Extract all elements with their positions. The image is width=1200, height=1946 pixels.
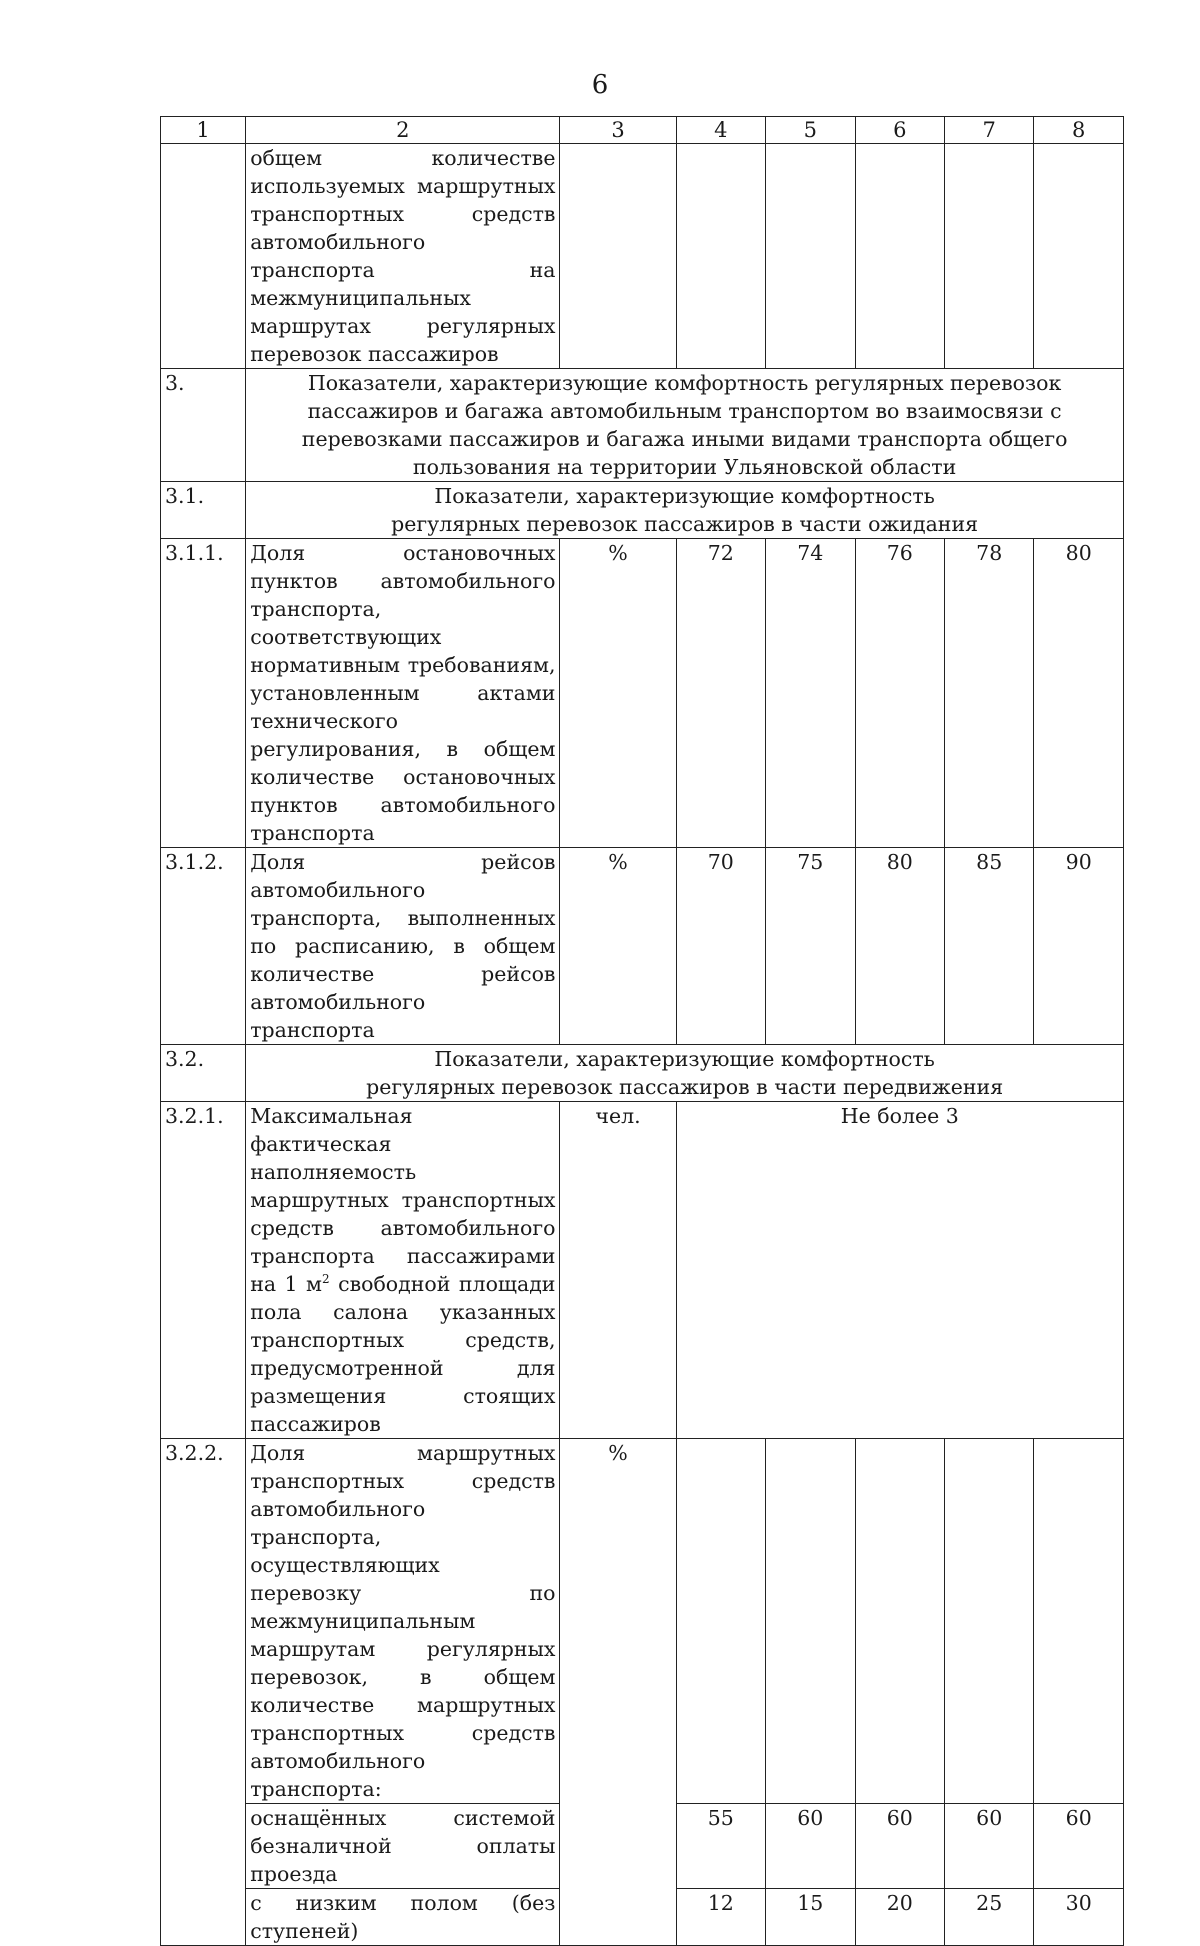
indicator-name-part: Максимальная фактическая наполняемость маршрутных транспортных средств автомобильного транспорта пассажирами на 1 м <box>250 1104 556 1296</box>
column-number-row <box>161 117 1124 144</box>
sub-indicator-name: оснащённых системой безналичной оплаты проезда <box>246 1804 560 1889</box>
value-cell: 85 <box>944 848 1033 1045</box>
value-cell: 60 <box>855 1804 944 1889</box>
row-number: 3.2. <box>161 1045 246 1102</box>
value-cell <box>1034 144 1124 369</box>
indicator-row <box>161 1102 1124 1439</box>
indicator-name: Доля остановочных пунктов автомобильного транспорта, соответствующих нормативным требованиям, установленным актами технического регулирования, в общем количестве остановочных пунктов автомобильного транспорта <box>246 539 560 848</box>
merged-value-cell: Не более 3 <box>676 1102 1123 1439</box>
column-number: 7 <box>944 117 1033 144</box>
value-cell: 60 <box>1034 1804 1124 1889</box>
subsection-title-line: Показатели, характеризующие комфортность <box>434 1047 935 1071</box>
value-cell <box>766 144 855 369</box>
value-cell <box>676 1439 765 1804</box>
subsection-title <box>246 482 1124 539</box>
indicator-name: Доля рейсов автомобильного транспорта, выполненных по расписанию, в общем количестве рейсов автомобильного транспорта <box>246 848 560 1045</box>
value-cell: 30 <box>1034 1889 1124 1946</box>
value-cell: 80 <box>1034 539 1124 848</box>
row-number: 3.1.2. <box>161 848 246 1045</box>
value-cell: 76 <box>855 539 944 848</box>
value-cell: 15 <box>766 1889 855 1946</box>
column-number: 1 <box>161 117 246 144</box>
sub-indicator-name: с низким полом (без ступеней) <box>246 1889 560 1946</box>
indicator-name-part: свободной площади пола салона указанных транспортных средств, предусмотренной для размещения стоящих пассажиров <box>250 1272 556 1436</box>
value-cell <box>944 144 1033 369</box>
value-cell <box>1034 1439 1124 1804</box>
unit-cell: % <box>560 539 676 848</box>
column-number: 2 <box>246 117 560 144</box>
row-number: 3.2.2. <box>161 1439 246 1946</box>
column-number: 5 <box>766 117 855 144</box>
value-cell: 78 <box>944 539 1033 848</box>
row-number: 3.2.1. <box>161 1102 246 1439</box>
indicator-name: Доля маршрутных транспортных средств автомобильного транспорта, осуществляющих перевозку по межмуниципальным маршрутам регулярных перевозок, в общем количестве маршрутных транспортных средств автомобильного транспорта: <box>246 1439 560 1804</box>
subsection-row <box>161 1045 1124 1102</box>
value-cell: 55 <box>676 1804 765 1889</box>
value-cell: 74 <box>766 539 855 848</box>
column-number: 4 <box>676 117 765 144</box>
row-number <box>161 144 246 369</box>
value-cell: 60 <box>944 1804 1033 1889</box>
subsection-title-line: регулярных перевозок пассажиров в части ожидания <box>391 512 979 536</box>
value-cell <box>855 1439 944 1804</box>
value-cell: 60 <box>766 1804 855 1889</box>
subsection-title-line: Показатели, характеризующие комфортность <box>434 484 935 508</box>
indicator-name: общем количестве используемых маршрутных транспортных средств автомобильного транспорта на межмуниципальных маршрутах регулярных перевозок пассажиров <box>246 144 560 369</box>
indicator-row <box>161 539 1124 848</box>
column-number: 3 <box>560 117 676 144</box>
row-number: 3. <box>161 369 246 482</box>
continuation-row <box>161 144 1124 369</box>
value-cell: 90 <box>1034 848 1124 1045</box>
page-number: 6 <box>591 70 609 100</box>
subsection-row <box>161 482 1124 539</box>
value-cell: 80 <box>855 848 944 1045</box>
unit-cell <box>560 144 676 369</box>
row-number: 3.1.1. <box>161 539 246 848</box>
value-cell <box>766 1439 855 1804</box>
unit-cell: % <box>560 1439 676 1946</box>
value-cell: 70 <box>676 848 765 1045</box>
value-cell: 72 <box>676 539 765 848</box>
section-title: Показатели, характеризующие комфортность регулярных перевозок пассажиров и багажа автомобильным транспортом во взаимосвязи с перевозками пассажиров и багажа иными видами транспорта общего пользования на территории Ульяновской области <box>246 369 1124 482</box>
indicators-table <box>160 116 1124 1946</box>
column-number: 8 <box>1034 117 1124 144</box>
indicator-row <box>161 848 1124 1045</box>
value-cell: 75 <box>766 848 855 1045</box>
value-cell <box>944 1439 1033 1804</box>
row-number: 3.1. <box>161 482 246 539</box>
subsection-title-line: регулярных перевозок пассажиров в части передвижения <box>366 1075 1004 1099</box>
value-cell: 25 <box>944 1889 1033 1946</box>
section-row <box>161 369 1124 482</box>
column-number: 6 <box>855 117 944 144</box>
indicator-row <box>161 1439 1124 1804</box>
unit-cell: чел. <box>560 1102 676 1439</box>
subsection-title <box>246 1045 1124 1102</box>
indicator-name <box>246 1102 560 1439</box>
value-cell <box>676 144 765 369</box>
unit-cell: % <box>560 848 676 1045</box>
superscript: 2 <box>322 1272 330 1287</box>
value-cell: 12 <box>676 1889 765 1946</box>
value-cell <box>855 144 944 369</box>
value-cell: 20 <box>855 1889 944 1946</box>
